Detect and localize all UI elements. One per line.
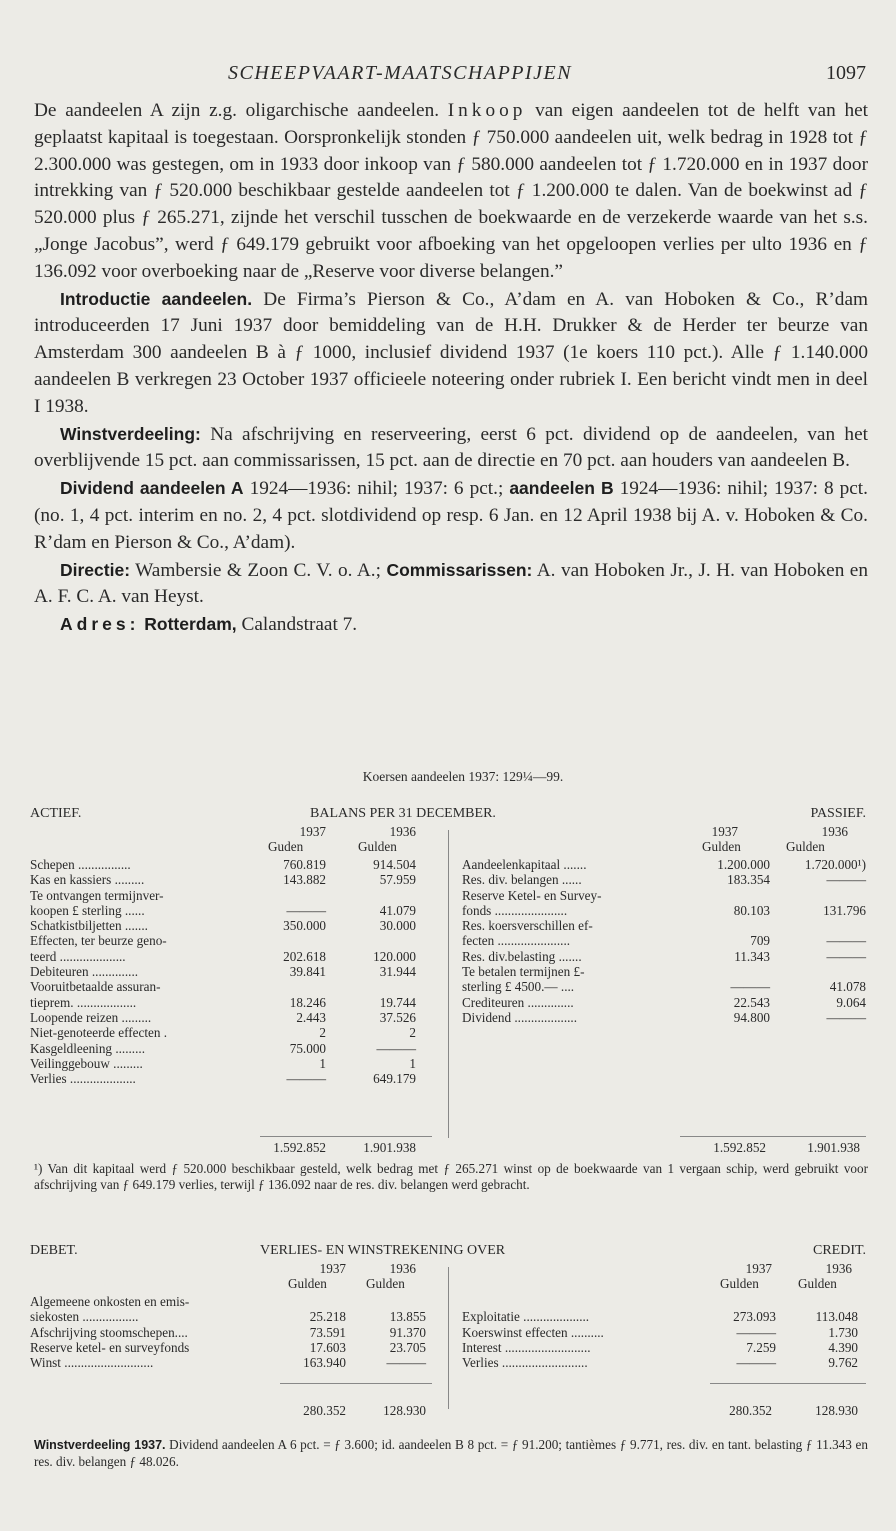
pl-headings — [30, 1243, 866, 1261]
row-label: Interest .......................... — [462, 1339, 591, 1355]
row-value-1937: 18.246 — [289, 994, 326, 1010]
table-row — [462, 933, 866, 948]
city: Rotterdam, — [144, 614, 237, 635]
row-value-1937: ——— — [730, 979, 770, 995]
row-value-1936: ——— — [826, 933, 866, 949]
row-value-1936: 19.744 — [379, 994, 416, 1010]
paragraph-dividend: Dividend aandeelen A 1924—1936: nihil; 1937: 6 pct.; aandeelen B 1924—1936: nihil; 1937: 8 pct. (no. 1, 4 pct. interim en no. 2, 4 pct. slotdividend op resp. 6 Jan. en 12 April 1938 bij A. v. Hoboken & Co. R’dam en Pierson & Co., A’dam). — [34, 478, 868, 553]
row-value-1936: 113.048 — [815, 1309, 858, 1325]
row-label: sterling £ 4500.— .... — [462, 979, 575, 995]
winstverdeeling-1937: Winstverdeeling 1937. Dividend aandeelen A 6 pct. = ƒ 3.600; id. aandeelen B 8 pct. = ƒ 91.200; tantièmes ƒ 9.771, res. div. en tant. belasting ƒ 11.343 en res. div. belangen ƒ 48.026. — [34, 1437, 868, 1469]
paragraph-directie: Directie: Wambersie & Zoon C. V. o. A.; Commissarissen: A. van Hoboken Jr., J. H. van Hoboken en A. F. C. A. van Heyst. — [34, 559, 868, 608]
row-label: Koerswinst effecten .......... — [462, 1324, 604, 1340]
row-value-1937: 273.093 — [733, 1309, 776, 1325]
table-row — [462, 995, 866, 1010]
heading-dividend-a: Dividend aandeelen A — [60, 478, 244, 499]
row-value-1937: 709 — [750, 933, 770, 949]
paragraph-adres: Adres: Rotterdam, Calandstraat 7. — [60, 614, 358, 636]
row-label: Vooruitbetaalde assuran- — [30, 979, 161, 995]
debet-rows — [30, 1294, 430, 1370]
profit-loss-account — [30, 1243, 866, 1418]
row-value-1936: 131.796 — [823, 902, 866, 918]
pl-currency-row: Gulden Gulden Gulden Gulden — [288, 1276, 837, 1292]
row-label: Dividend ................... — [462, 1009, 578, 1025]
row-value-1937: 75.000 — [289, 1040, 326, 1056]
row-value-1936: 23.705 — [389, 1339, 426, 1355]
row-value-1937: ——— — [736, 1355, 776, 1371]
row-label: Te betalen termijnen £- — [462, 964, 585, 980]
row-value-1937: 163.940 — [303, 1355, 346, 1371]
table-row — [30, 964, 430, 979]
table-row — [462, 1325, 866, 1340]
row-value-1937: 80.103 — [733, 902, 770, 918]
table-row — [30, 949, 430, 964]
pl-center-divider — [448, 1267, 449, 1409]
row-value-1936: 649.179 — [373, 1071, 416, 1087]
row-label: Veilinggebouw ......... — [30, 1055, 143, 1071]
balance-headings — [30, 806, 866, 824]
row-value-1936: 30.000 — [379, 918, 416, 934]
row-value-1936: 13.855 — [389, 1309, 426, 1325]
table-row — [462, 857, 866, 872]
pl-total-rule-right — [710, 1383, 866, 1384]
row-label: Afschrijving stoomschepen.... — [30, 1324, 188, 1340]
balance-totals: 1.592.852 1.901.938 1.592.852 1.901.938 — [273, 1140, 860, 1155]
balance-title: BALANS PER 31 DECEMBER. — [310, 806, 496, 821]
table-row — [30, 1025, 430, 1040]
row-label: teerd .................... — [30, 948, 126, 964]
row-value-1937: 25.218 — [309, 1309, 346, 1325]
total-rule-right — [680, 1136, 866, 1137]
row-value-1936: ——— — [826, 872, 866, 888]
row-value-1936: 1.730 — [828, 1324, 858, 1340]
passief-heading: PASSIEF. — [810, 806, 866, 821]
table-row — [462, 918, 866, 933]
row-label: Loopende reizen ......... — [30, 1009, 152, 1025]
row-label: Schepen ................ — [30, 857, 131, 872]
heading-introductie: Introductie aandeelen. — [60, 288, 253, 309]
row-label: Reserve ketel- en surveyfonds — [30, 1339, 190, 1355]
table-row — [462, 888, 866, 903]
row-label: tieprem. .................. — [30, 994, 137, 1010]
balance-sheet — [30, 806, 866, 1155]
table-row — [30, 1071, 430, 1086]
table-row — [30, 979, 430, 994]
row-label: Kasgeldleening ......... — [30, 1040, 145, 1056]
table-row — [462, 1355, 866, 1370]
row-label: Aandeelenkapitaal ....... — [462, 857, 587, 872]
row-label: Verlies .......................... — [462, 1355, 588, 1371]
table-row — [462, 979, 866, 994]
page-number: 1097 — [826, 62, 866, 84]
koersen-line: Koersen aandeelen 1937: 129¼—99. — [362, 769, 564, 784]
row-label: Reserve Ketel- en Survey- — [462, 887, 602, 903]
row-label: fonds ...................... — [462, 902, 568, 918]
row-label: Niet-genoteerde effecten . — [30, 1025, 168, 1041]
table-row — [30, 933, 430, 948]
row-value-1937: ——— — [286, 1071, 326, 1087]
table-row — [30, 995, 430, 1010]
row-label: Crediteuren .............. — [462, 994, 574, 1010]
row-label: Res. div.belasting ....... — [462, 948, 582, 964]
row-value-1937: 39.841 — [289, 964, 326, 980]
row-value-1937: 143.882 — [283, 872, 326, 888]
table-row — [30, 1294, 430, 1309]
row-value-1937: 760.819 — [283, 857, 326, 872]
row-value-1937: 2.443 — [296, 1009, 326, 1025]
table-row — [30, 903, 430, 918]
row-value-1936: ——— — [826, 1009, 866, 1025]
row-label: Effecten, ter beurze geno- — [30, 933, 167, 949]
year-row: 1937 1936 1937 1936 — [299, 824, 848, 839]
row-label: Debiteuren .............. — [30, 964, 139, 980]
row-value-1936: ——— — [386, 1355, 426, 1371]
table-row — [462, 1010, 866, 1025]
heading-directie: Directie: — [60, 559, 131, 580]
paragraph-introductie: Introductie aandeelen. De Firma’s Pierson & Co., A’dam en A. van Hoboken & Co., R’dam introduceerden 17 Juni 1937 door bemiddeling van de H.H. Drukker & de Herder ter beurze van Amsterdam 300 aandeelen B à ƒ 1000, inclusief dividend 1937 (1e koers 110 pct.). Alle ƒ 1.140.000 aandeelen B verkregen 23 October 1937 officieele noteering onder rubriek I. Een bericht vindt men in deel I 1938. — [34, 288, 869, 417]
row-label: Verlies .................... — [30, 1071, 136, 1087]
winstverdeeling-1937-heading: Winstverdeeling 1937. — [34, 1438, 166, 1452]
row-label: Winst ........................... — [30, 1355, 154, 1371]
paragraph-inkoop: De aandeelen A zijn z.g. oligarchische aandeelen. Inkoop van eigen aandeelen tot de helft van het geplaatst kapitaal is toegestaan. Oorspronkelijk stonden ƒ 750.000 aandeelen uit, welk bedrag in 1928 tot ƒ 2.300.000 was gestegen, om in 1933 door inkoop van ƒ 580.000 aandeelen tot ƒ 1.720.000 en in 1937 door intrekking van ƒ 520.000 beschikbaar gestelde aandeelen tot ƒ 1.200.000 te dalen. Van de boekwinst ad ƒ 520.000 plus ƒ 265.271, zijnde het verschil tusschen de boekwaarde en de verzekerde waarde van het s.s. „Jonge Jacobus”, werd ƒ 649.179 gebruikt voor afboeking van het opgeloopen verlies per ulto 1936 en ƒ 136.092 voor overboeking naar de „Reserve voor diverse belangen.” — [34, 100, 868, 282]
pl-total-rule-left — [280, 1383, 432, 1384]
row-value-1936: 2 — [409, 1025, 416, 1041]
row-label: Te ontvangen termijnver- — [30, 887, 164, 903]
row-label: Res. koersverschillen ef- — [462, 918, 593, 934]
heading-commissarissen: Commissarissen: — [386, 559, 533, 580]
row-value-1936: 41.079 — [379, 902, 416, 918]
table-row — [30, 888, 430, 903]
row-value-1937: 73.591 — [309, 1324, 346, 1340]
currency-row: Guden Gulden Gulden Gulden — [268, 839, 825, 855]
table-row — [30, 1355, 430, 1370]
row-label: Exploitatie .................... — [462, 1309, 590, 1325]
row-value-1937: 94.800 — [733, 1009, 770, 1025]
table-row — [462, 1309, 866, 1324]
row-value-1937: 202.618 — [283, 948, 326, 964]
row-label: Schatkistbiljetten ....... — [30, 918, 148, 934]
table-row — [30, 1056, 430, 1071]
table-row — [30, 1041, 430, 1056]
credit-heading: CREDIT. — [812, 1243, 866, 1258]
table-row — [462, 964, 866, 979]
actief-rows — [30, 857, 430, 1086]
page-header — [0, 62, 896, 88]
row-value-1936: 31.944 — [379, 964, 416, 980]
balance-footnote: ¹) Van dit kapitaal werd ƒ 520.000 beschikbaar gesteld, welk bedrag met ƒ 265.271 winst op de boekwaarde van 1 vergaan schip, werd gebruikt voor afschrijving van ƒ 649.179 verlies, terwijl ƒ 136.092 naar de res. div. belangen werd gebracht. — [34, 1161, 868, 1192]
passief-rows — [462, 857, 866, 1025]
table-row — [30, 857, 430, 872]
table-row — [30, 1325, 430, 1340]
row-value-1936: 37.526 — [379, 1009, 416, 1025]
total-rule-left — [260, 1136, 432, 1137]
table-row — [462, 1294, 866, 1309]
pl-totals: 280.352 128.930 280.352 128.930 — [303, 1403, 858, 1418]
row-value-1936: 41.078 — [829, 979, 866, 995]
row-value-1936: 9.064 — [836, 994, 866, 1010]
table-row — [30, 1340, 430, 1355]
credit-rows — [462, 1294, 866, 1370]
table-row — [462, 903, 866, 918]
row-value-1936: 4.390 — [828, 1339, 858, 1355]
row-value-1937: 22.543 — [733, 994, 770, 1010]
table-row — [30, 1010, 430, 1025]
row-value-1937: 1.200.000 — [717, 857, 770, 872]
pl-year-row: 1937 1936 1937 1936 — [319, 1261, 852, 1276]
heading-winstverdeeling: Winstverdeeling: — [60, 423, 201, 444]
table-row — [30, 872, 430, 887]
table-row — [462, 872, 866, 887]
pl-title: VERLIES- EN WINSTREKENING OVER — [260, 1243, 506, 1258]
row-label: koopen £ sterling ...... — [30, 902, 145, 918]
body-text — [34, 98, 868, 639]
row-label: Res. div. belangen ...... — [462, 872, 582, 888]
row-value-1936: ——— — [826, 948, 866, 964]
row-value-1936: 1 — [409, 1055, 416, 1071]
row-label: Kas en kassiers ......... — [30, 872, 145, 888]
emphasis-inkoop: Inkoop — [447, 100, 527, 121]
row-value-1936: 120.000 — [373, 948, 416, 964]
paragraph-winstverdeeling: Winstverdeeling: Na afschrijving en reserveering, eerst 6 pct. dividend op de aandeelen, van het overblijvende 15 pct. aan commissarissen, 15 pct. aan de directie en 70 pct. aan houders van aandeelen B. — [34, 423, 868, 472]
row-value-1937: 2 — [319, 1025, 326, 1041]
row-label: fecten ...................... — [462, 933, 571, 949]
row-label: siekosten ................. — [30, 1309, 139, 1325]
row-value-1936: ——— — [376, 1040, 416, 1056]
running-title: SCHEEPVAART-MAATSCHAPPIJEN — [228, 62, 573, 84]
row-value-1937: 350.000 — [283, 918, 326, 934]
row-value-1936: 91.370 — [389, 1324, 426, 1340]
table-row — [462, 949, 866, 964]
center-divider — [448, 830, 449, 1138]
row-value-1937: ——— — [286, 902, 326, 918]
row-value-1936: 914.504 — [373, 857, 416, 872]
debet-heading: DEBET. — [30, 1243, 78, 1258]
row-value-1936: 57.959 — [379, 872, 416, 888]
table-row — [30, 918, 430, 933]
table-row — [30, 1309, 430, 1324]
row-value-1937: 7.259 — [746, 1339, 776, 1355]
heading-adres: Adres: — [60, 614, 140, 635]
row-value-1936: 1.720.000¹) — [804, 857, 866, 872]
actief-heading: ACTIEF. — [30, 806, 82, 821]
row-value-1936: 9.762 — [828, 1355, 858, 1371]
row-label: Algemeene onkosten en emis- — [30, 1294, 190, 1309]
row-value-1937: 11.343 — [734, 948, 770, 964]
row-value-1937: 1 — [319, 1055, 326, 1071]
row-value-1937: ——— — [736, 1324, 776, 1340]
table-row — [462, 1340, 866, 1355]
heading-dividend-b: aandeelen B — [509, 478, 614, 499]
row-value-1937: 183.354 — [727, 872, 770, 888]
row-value-1937: 17.603 — [309, 1339, 346, 1355]
